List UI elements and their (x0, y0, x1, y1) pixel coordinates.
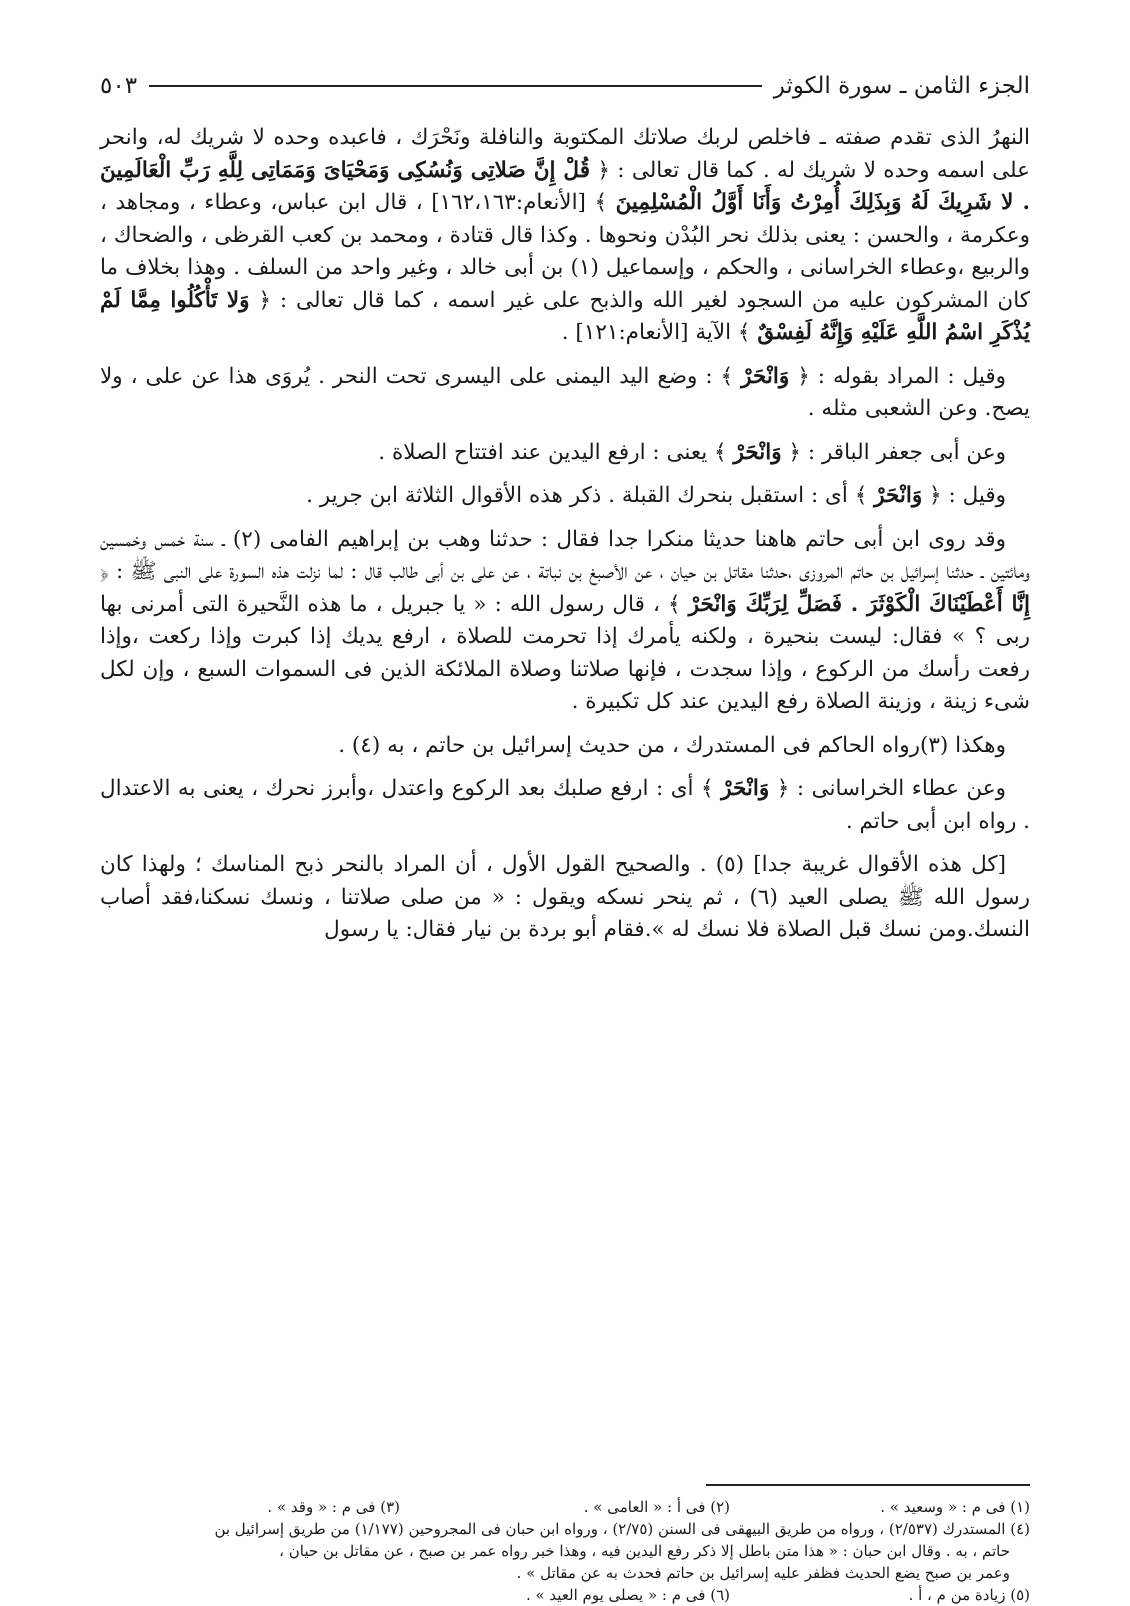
footnotes (100, 1496, 1030, 1606)
quran-verse: قُلْ إِنَّ صَلاتِى وَنُسُكِى وَمَحْيَاىَ وَمَمَاتِى لِلَّهِ رَبِّ الْعَالَمِينَ . لا شَرِيكَ لَهُ وَبِذَلِكَ أُمِرْتُ وَأَنَا أَوَّلُ الْمُسْلِمِينَ (100, 157, 1030, 215)
paragraph-1-text-b: ﴾ [الأنعام:١٦٢،١٦٣] ، قال ابن عباس، وعطاء ، ومجاهد ، وعكرمة ، والحسن : يعنى بذلك نحر البُدْن ونحوها . وكذا قال قتادة ، ومحمد بن كعب القرظى ، والضحاك ، والربيع ،وعطاء الخراسانى ، والحكم ، وإسماعيل (١) بن أبى خالد ، وغير واحد من السلف . وهذا بخلاف ما كان المشركون عليه من السجود لغير الله والذبح على غير اسمه ، كما قال تعالى : ﴿ (100, 190, 1030, 313)
header-title: الجزء الثامن ـ سورة الكوثر (773, 73, 1030, 99)
quran-verse: وَانْحَرْ (733, 439, 782, 465)
main-text (100, 122, 1030, 958)
footnote-5: (٥) زيادة من م ، أ . (908, 1586, 1030, 1604)
footnote-row (100, 1496, 1030, 1518)
paragraph-7-text-b: ﴾ أى : ارفع صلبك بعد الركوع واعتدل ،وأبرز نحرك ، يعنى به الاعتدال . رواه ابن أبى حاتم . (100, 776, 1030, 834)
paragraph-3 (100, 437, 1030, 470)
paragraph-2 (100, 361, 1030, 426)
paragraph-7 (100, 773, 1030, 838)
paragraph-3-text-a: وعن أبى جعفر الباقر : ﴿ (781, 439, 1006, 465)
paragraph-5 (100, 524, 1030, 719)
quran-verse: إِنَّا أَعْطَيْنَاكَ الْكَوْثَرَ . فَصَلِّ لِرَبِّكَ وَانْحَرْ (688, 591, 1030, 617)
quran-verse: وَانْحَرْ (874, 483, 923, 508)
footnote-6: (٦) فى م : « يصلى يوم العيد » . (525, 1586, 730, 1604)
paragraph-4-text-a: وقيل : ﴿ (922, 483, 1006, 508)
page-number: ٥٠٣ (100, 73, 138, 99)
paragraph-1 (100, 122, 1030, 350)
paragraph-1-text-a: النهرُ الذى تقدم صفته ـ فاخلص لربك صلاتك المكتوبة والنافلة ونَحْرَك ، فاعبده وحده لا شريك له، وانحر على اسمه وحده لا شريك له . كما قال تعالى : ﴿ (100, 125, 1030, 183)
paragraph-4 (100, 480, 1030, 513)
paragraph-5-text-a: وقد روى ابن أبى حاتم هاهنا حديثا منكرا جدا فقال : حدثنا وهب بن إبراهيم الفامى (٢) ـ سنة خمس وخمسين ومائتين ـ حدثنا إسرائيل بن حاتم المروزى ،حدثنا مقاتل بن حيان ، عن الأصبغ بن نباتة ، عن على بن أبى طالب قال : لما نزلت هذه السورة على النبى ﷺ : ﴿ (100, 526, 1030, 584)
paragraph-2-text-b: ﴾ : وضع اليد اليمنى على اليسرى تحت النحر . يُروَى هذا عن على ، ولا يصح. وعن الشعبى مثله . (100, 363, 1030, 421)
footnote-4 (100, 1518, 1030, 1584)
footnote-4-line-1: (٤) المستدرك (٢/٥٣٧) ، ورواه من طريق البيهقى فى السنن (٢/٧٥) ، ورواه ابن حبان فى المجروحين (١/١٧٧) من طريق إسرائيل بن (214, 1520, 1030, 1538)
quran-verse: وَانْحَرْ (741, 363, 790, 389)
paragraph-3-text-b: ﴾ يعنى : ارفع اليدين عند افتتاح الصلاة . (378, 439, 734, 465)
running-header (100, 66, 1030, 106)
paragraph-1-text-c: ﴾ الآية [الأنعام:١٢١] . (561, 320, 758, 345)
header-rule (149, 85, 762, 87)
footnote-separator (706, 1484, 1030, 1486)
footnote-row (100, 1584, 1030, 1606)
paragraph-8: [كل هذه الأقوال غريبة جدا] (٥) . والصحيح القول الأول ، أن المراد بالنحر ذبح المناسك ؛ ولهذا كان رسول الله ﷺ يصلى العيد (٦) ، ثم ينحر نسكه ويقول : « من صلى صلاتنا ، ونسك نسكنا،فقد أصاب النسك.ومن نسك قبل الصلاة فلا نسك له ».فقام أبو بردة بن نيار فقال: يا رسول (100, 852, 1030, 942)
quran-verse: وَانْحَرْ (721, 776, 770, 801)
footnote-3: (٣) فى م : « وقد » . (267, 1498, 400, 1516)
footnote-2: (٢) فى أ : « العامى » . (583, 1498, 730, 1516)
paragraph-4-text-b: ﴾ أى : استقبل بنحرك القبلة . ذكر هذه الأقوال الثلاثة ابن جرير . (306, 483, 875, 508)
paragraph-7-text-a: وعن عطاء الخراسانى : ﴿ (769, 776, 1006, 801)
footnote-1: (١) فى م : « وسعيد » . (880, 1498, 1030, 1516)
footnote-4-line-2: حاتم ، به . وقال ابن حبان : « هذا متن باطل إلا ذكر رفع اليدين فيه ، وهذا خبر رواه عمر بن صبح ، عن مقاتل بن حيان ، (279, 1542, 1010, 1560)
paragraph-2-text-a: وقيل : المراد بقوله : ﴿ (789, 363, 1006, 389)
footnote-4-line-3: وعمر بن صبح يضع الحديث فظفر عليه إسرائيل بن حاتم فحدث به عن مقاتل » . (516, 1564, 1010, 1582)
paragraph-6: وهكذا (٣)رواه الحاكم فى المستدرك ، من حديث إسرائيل بن حاتم ، به (٤) . (338, 732, 1006, 758)
paragraph-5-text-b: ﴾ ، قال رسول الله : « يا جبريل ، ما هذه النَّحيرة التى أمرنى بها ربى ؟ » فقال: ليست بنحيرة ، ولكنه يأمرك إذا تحرمت للصلاة ، ارفع يديك إذا كبرت وإذا ركعت ،وإذا رفعت رأسك من الركوع ، وإذا سجدت ، فإنها صلاتنا وصلاة الملائكة الذين فى السموات السبع ، وإن لكل شىء زينة ، وزينة الصلاة رفع اليدين عند كل تكبيرة . (100, 591, 1030, 714)
quran-verse: وَلا تَأْكُلُوا مِمَّا لَمْ يُذْكَرِ اسْمُ اللَّهِ عَلَيْهِ وَإِنَّهُ لَفِسْقٌ (100, 287, 1030, 345)
